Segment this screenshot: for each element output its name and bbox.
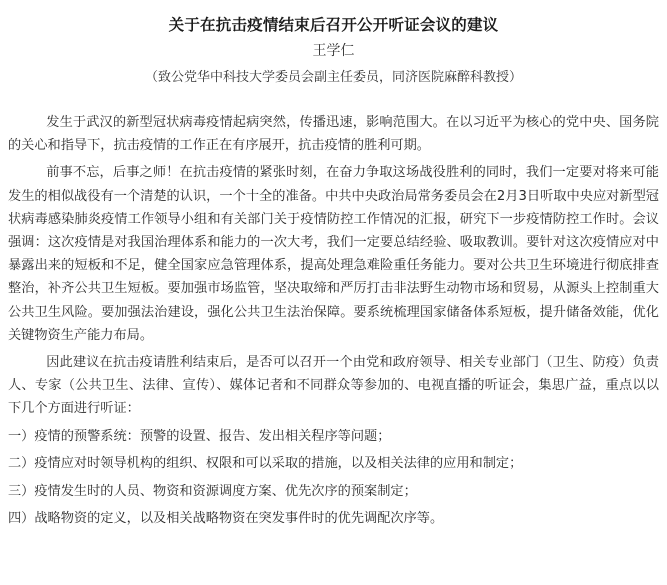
paragraph-3: 因此建议在抗击疫请胜利结束后，是否可以召开一个由党和政府领导、相关专业部门（卫生、防疫）负责人、专家（公共卫生、法律、宣传）、媒体记者和不同群众等参加的、电视直播的听证会，集思广益，重点以以下几个方面进行听证： <box>8 355 659 417</box>
paragraph-1: 发生于武汉的新型冠状病毒疫情起病突然，传播迅速，影响范围大。在以习近平为核心的党中央、国务院的关心和指导下，抗击疫情的工作正在有序展开，抗击疫情的胜利可期。 <box>8 115 659 154</box>
paragraph-2: 前事不忘，后事之师！在抗击疫情的紧张时刻，在奋力争取这场战役胜利的同时，我们一定要对将来可能发生的相似战役有一个清楚的认识，一个十全的准备。中共中央政治局常务委员会在2月3日听取中央应对新型冠状病毒感染肺炎疫情工作领导小组和有关部门关于疫情防控工作情况的汇报，研究下一步疫情防控工作时。会议强调：这次疫情是对我国治理体系和能力的一次大考，我们一定要总结经验、吸取教训。要针对这次疫情应对中暴露出来的短板和不足，健全国家应急管理体系，提高处理急难险重任务能力。要对公共卫生环境进行彻底排查整治，补齐公共卫生短板。要加强市场监管，坚决取缔和严厉打击非法野生动物市场和贸易，从源头上控制重大公共卫生风险。要加强法治建设，强化公共卫生法治保障。要系统梳理国家储备体系短板，提升储备效能，优化关键物资生产能力布局。 <box>8 165 659 343</box>
author-name: 王学仁 <box>312 43 355 59</box>
list-item-2: 二）疫情应对时领导机构的组织、权限和可以采取的措施，以及相关法律的应用和制定； <box>8 456 523 472</box>
document-body <box>8 111 659 530</box>
author-affiliation: （致公党华中科技大学委员会副主任委员，同济医院麻醉科教授） <box>144 70 522 85</box>
list-item-3: 三）疫情发生时的人员、物资和资源调度方案、优先次序的预案制定； <box>8 483 417 499</box>
list-item-4: 四）战略物资的定义，以及相关战略物资在突发事件时的优先调配次序等。 <box>8 511 444 527</box>
list-item-1: 一）疫情的预警系统：预警的设置、报告、发出相关程序等问题； <box>8 428 391 444</box>
document-title: 关于在抗击疫情结束后召开公开听证会议的建议 <box>168 16 499 34</box>
